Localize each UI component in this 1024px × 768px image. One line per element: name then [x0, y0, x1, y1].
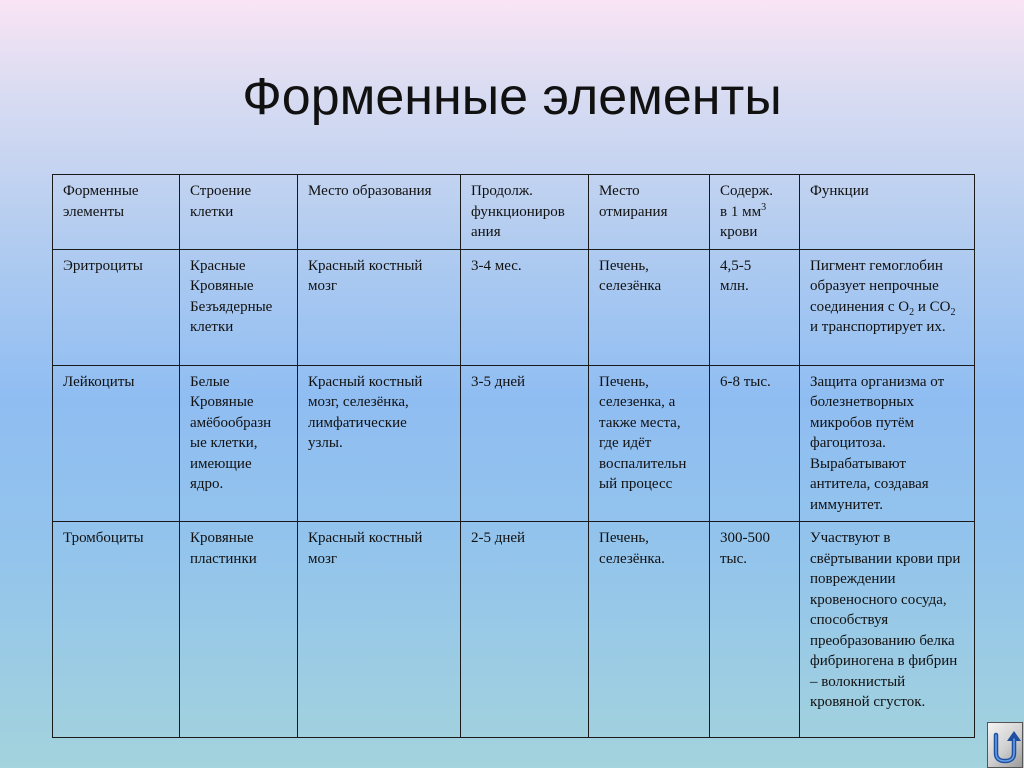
header-structure: Строение клетки — [180, 175, 298, 250]
table-row — [53, 522, 975, 738]
cell-content: 4,5-5 млн. — [710, 249, 800, 365]
table-row — [53, 249, 975, 365]
cell-name: Лейкоциты — [53, 365, 180, 522]
cell-death-place: Печень, селезёнка — [589, 249, 710, 365]
cell-functions: Защита организма от болезнетворных микробов путём фагоцитоза. Вырабатывают антитела, создавая иммунитет. — [800, 365, 975, 522]
blood-cells-table — [52, 174, 975, 738]
cell-content: 300-500 тыс. — [710, 522, 800, 738]
header-duration: Продолж. функциониров ания — [461, 175, 589, 250]
cell-death-place: Печень, селезёнка. — [589, 522, 710, 738]
header-death-place: Место отмирания — [589, 175, 710, 250]
header-row — [53, 175, 975, 250]
cell-name: Тромбоциты — [53, 522, 180, 738]
cell-origin: Красный костный мозг — [298, 249, 461, 365]
cell-functions: Пигмент гемоглобин образует непрочные соединения с $О_2$ и $СО_2$ и транспортирует их. — [800, 249, 975, 365]
cell-duration: 3-4 мес. — [461, 249, 589, 365]
cell-name: Эритроциты — [53, 249, 180, 365]
cell-death-place: Печень, селезенка, а также места, где идёт воспалительн ый процесс — [589, 365, 710, 522]
cell-structure: Белые Кровяные амёбообразн ые клетки, имеющие ядро. — [180, 365, 298, 522]
cell-origin: Красный костный мозг — [298, 522, 461, 738]
return-arrow-icon — [988, 723, 1022, 767]
cell-origin: Красный костный мозг, селезёнка, лимфатические узлы. — [298, 365, 461, 522]
cell-content: 6-8 тыс. — [710, 365, 800, 522]
slide-title: Форменные элементы — [242, 68, 782, 126]
return-button[interactable] — [987, 722, 1023, 768]
header-elements: Форменные элементы — [53, 175, 180, 250]
cell-duration: 2-5 дней — [461, 522, 589, 738]
header-functions: Функции — [800, 175, 975, 250]
cell-functions: Участвуют в свёртывании крови при повреждении кровеносного сосуда, способствуя преобразованию белка фибриногена в фибрин – волокнистый кровяной сгусток. — [800, 522, 975, 738]
header-content: Содерж. в 1 $мм^3$ крови — [710, 175, 800, 250]
cell-structure: Красные Кровяные Безъядерные клетки — [180, 249, 298, 365]
table-row — [53, 365, 975, 522]
cell-structure: Кровяные пластинки — [180, 522, 298, 738]
header-origin: Место образования — [298, 175, 461, 250]
cell-duration: 3-5 дней — [461, 365, 589, 522]
